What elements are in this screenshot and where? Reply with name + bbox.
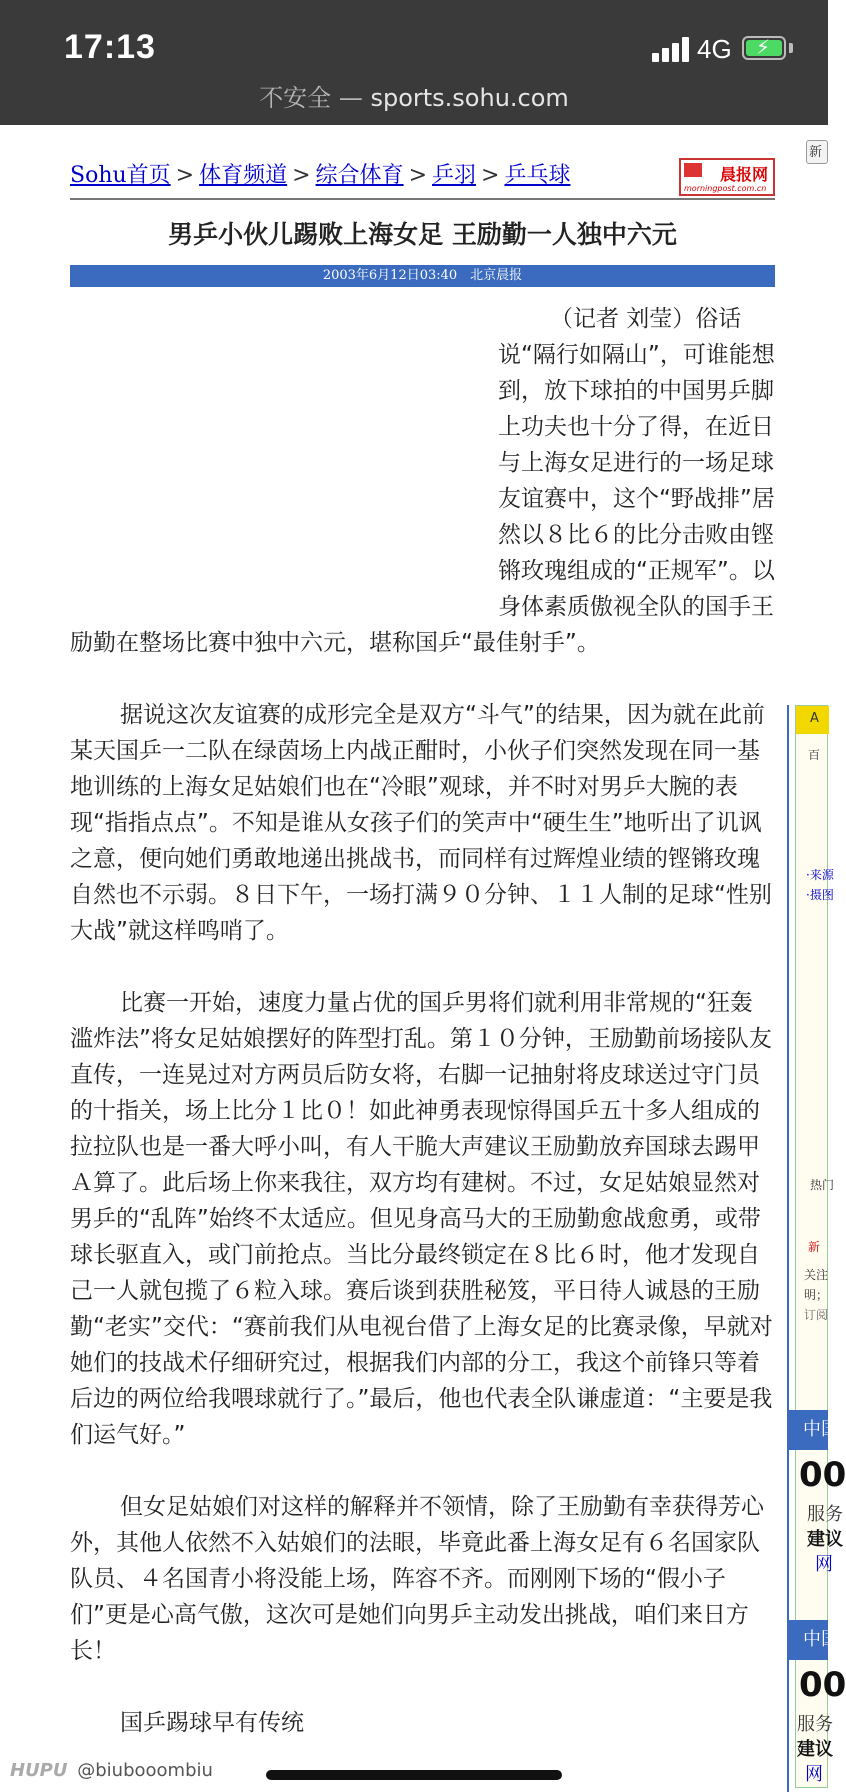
breadcrumb-general-sports[interactable]: 综合体育: [315, 163, 404, 188]
signal-icon: [652, 36, 692, 62]
article-body: [70, 301, 775, 1777]
breadcrumb-sports[interactable]: 体育频道: [199, 163, 288, 188]
status-time: 17:13: [64, 28, 156, 66]
article-title: 男乒小伙儿踢败上海女足 王励勤一人独中六元: [168, 220, 677, 249]
sidebar-snippet[interactable]: 百: [808, 748, 821, 762]
sidebar-service-label: 服务: [807, 1504, 843, 1525]
battery-cap: [789, 43, 793, 53]
breadcrumb: [70, 158, 570, 189]
home-indicator[interactable]: [266, 1770, 562, 1780]
sidebar-snippet: 关注: [804, 1268, 829, 1282]
sidebar-snippet: 热门: [810, 1178, 835, 1192]
sidebar-snippet[interactable]: 订阅: [804, 1308, 829, 1322]
morning-post-logo[interactable]: [679, 158, 775, 196]
sidebar-snippet: 明；: [804, 1288, 829, 1302]
article-paragraph: 据说这次友谊赛的成形完全是双方“斗气”的结果，因为就在此前某天国乒一二队在绿茵场上内战正酣时，小伙子们突然发现在同一基地训练的上海女足姑娘们也在“冷眼”观球，并不时对男乒大腕的表现“指指点点”。不知是谁从女孩子们的笑声中“硬生生”地听出了讥讽之意，便向她们勇敢地递出挑战书，而同样有过辉煌业绩的铿锵玫瑰自然也不示弱。８日下午，一场打满９０分钟、１１人制的足球“性别大战”就这样鸣哨了。: [70, 702, 772, 944]
article-dateline: 2003年6月12日03:40 北京晨报: [70, 265, 775, 287]
sidebar-snippet[interactable]: ·摄图: [806, 888, 834, 902]
battery-icon: ⚡: [742, 36, 786, 60]
hupu-watermark: [10, 1760, 213, 1781]
logo-url: morningpost.com.cn: [684, 184, 767, 193]
url-domain: sports.sohu.com: [370, 84, 569, 112]
network-type: 4G: [697, 34, 732, 64]
header-divider: [70, 198, 775, 200]
sidebar-link[interactable]: 网: [805, 1764, 823, 1785]
breadcrumb-sohu-home[interactable]: Sohu首页: [70, 163, 171, 188]
sidebar-snippet[interactable]: 新: [808, 1240, 821, 1254]
sidebar-link[interactable]: 网: [815, 1554, 833, 1575]
breadcrumb-separator: >: [408, 163, 427, 188]
address-bar[interactable]: [0, 78, 828, 113]
ad-header-bar: A: [796, 706, 829, 734]
breadcrumb-separator: >: [175, 163, 195, 188]
sidebar-number: 00: [799, 1455, 846, 1495]
sidebar-snippet[interactable]: ·来源: [806, 868, 834, 882]
article-subheading: 国乒踢球早有传统: [120, 1710, 304, 1736]
watermark-brand: HUPU: [10, 1760, 68, 1781]
sidebar-section-header: 中国: [789, 1410, 828, 1450]
breadcrumb-separator: >: [481, 163, 500, 188]
article-paragraph: 比赛一开始，速度力量占优的国乒男将们就利用非常规的“狂轰滥炸法”将女足姑娘摆好的阵型打乱。第１０分钟，王励勤前场接队友直传，一连晃过对方两员后防女将，右脚一记抽射将皮球送过守门员的十指关，场上比分１比０！如此神勇表现惊得国乒五十多人组成的拉拉队也是一番大呼小叫，有人干脆大声建议王励勤放弃国球去踢甲Ａ算了。此后场上你来我往，双方均有建树。不过，女足姑娘显然对男乒的“乱阵”始终不太适应。但见身高马大的王励勤愈战愈勇，或带球长驱直入，或门前抢点。当比分最终锁定在８比６时，他才发现自己一人就包揽了６粒入球。赛后谈到获胜秘笈，平日待人诚恳的王励勤“老实”交代：“赛前我们从电视台借了上海女足的比赛录像，早就对她们的技战术仔细研究过，根据我们内部的分工，我这个前锋只等着后边的两位给我喂球就行了。”最后，他也代表全队谦虚道：“主要是我们运气好。”: [70, 990, 773, 1448]
sidebar-number: 00: [799, 1665, 846, 1705]
right-sidebar: [789, 125, 846, 1792]
embedded-ad-space: [70, 301, 498, 601]
logo-mark: [684, 163, 702, 177]
article-paragraph: （记者 刘莹）俗话说“隔行如隔山”，可谁能想到，放下球拍的中国男乒脚上功夫也十分了得，在近日与上海女足进行的一场足球友谊赛中，这个“野战排”居然以８比６的比分击败由铿锵玫瑰组成的“正规军”。以身体素质傲视全队的国手王励勤在整场比赛中独中六元，堪称国乒“最佳射手”。: [70, 301, 775, 661]
sidebar-service-label: 建议: [797, 1739, 833, 1760]
sidebar-service-label: 建议: [807, 1529, 843, 1550]
breadcrumb-table-tennis[interactable]: 乒乓球: [504, 163, 571, 188]
logo-text: 晨报网: [719, 165, 768, 184]
insecure-label: 不安全 —: [259, 84, 363, 112]
web-page[interactable]: [0, 125, 846, 1792]
sidebar-tab[interactable]: 新: [806, 140, 828, 164]
article-paragraph: 但女足姑娘们对这样的解释并不领情，除了王励勤有幸获得芳心外，其他人依然不入姑娘们的法眼，毕竟此番上海女足有６名国家队队员、４名国青小将没能上场，阵容不齐。而刚刚下场的“假小子们”更是心高气傲，这次可是她们向男乒主动发出挑战，咱们来日方长！: [70, 1494, 764, 1664]
sidebar-section-header: 中国: [789, 1620, 828, 1660]
breadcrumb-badminton-tt[interactable]: 乒羽: [432, 163, 477, 188]
breadcrumb-separator: >: [292, 163, 311, 188]
watermark-handle: @biubooombiu: [77, 1760, 213, 1781]
browser-chrome: [0, 0, 828, 125]
sidebar-service-label: 服务: [797, 1714, 833, 1735]
